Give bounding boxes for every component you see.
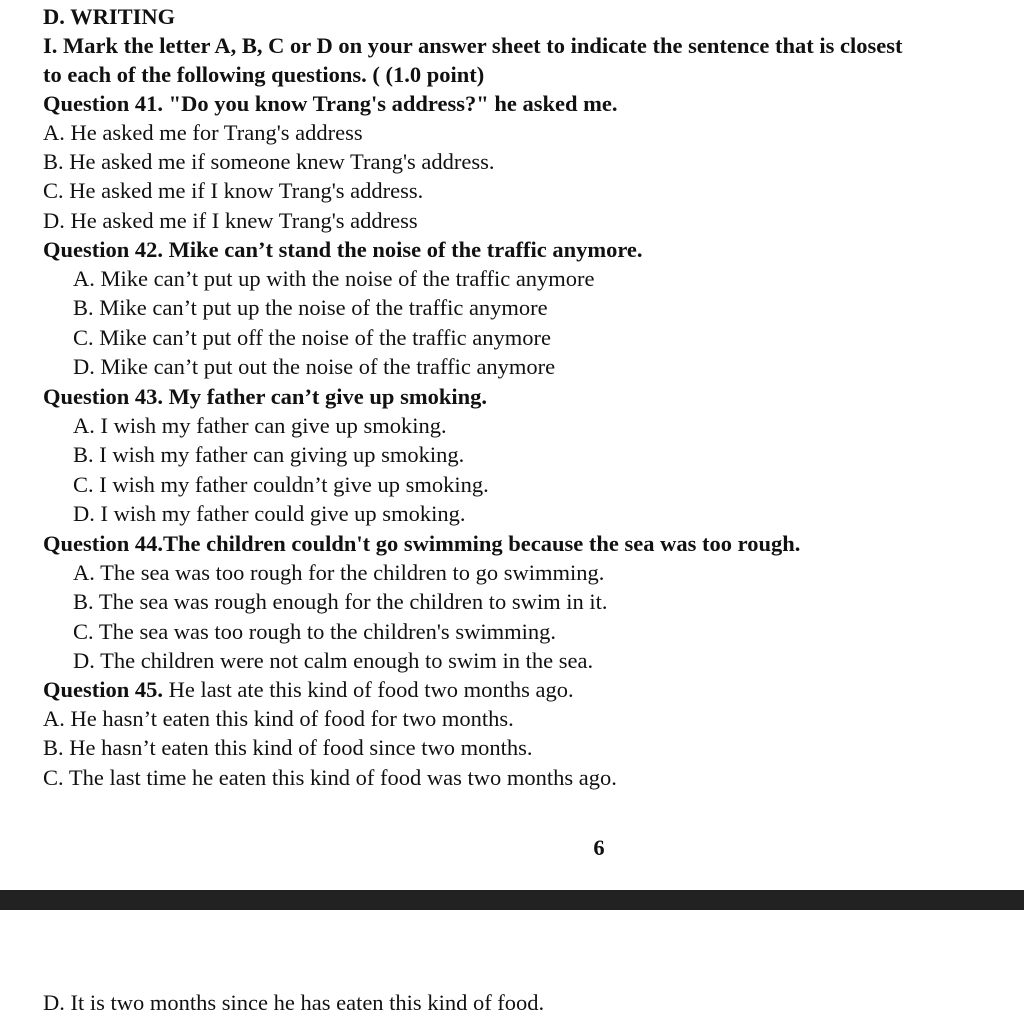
question-44	[43, 529, 800, 558]
question-stem: He last ate this kind of food two months ago.	[168, 677, 574, 702]
question-stem: The children couldn't go swimming because the sea was too rough.	[163, 531, 801, 556]
question-42-option-c: C. Mike can’t put off the noise of the traffic anymore	[73, 325, 551, 350]
question-42	[43, 235, 643, 264]
question-45-option-a: A. He hasn’t eaten this kind of food for two months.	[43, 706, 514, 731]
question-42-option-d: D. Mike can’t put out the noise of the traffic anymore	[73, 354, 556, 379]
question-42-option-a: A. Mike can’t put up with the noise of the traffic anymore	[73, 266, 595, 291]
question-42-option-b: B. Mike can’t put up the noise of the traffic anymore	[73, 295, 548, 320]
question-43-option-a: A. I wish my father can give up smoking.	[73, 413, 447, 438]
question-number: Question 44.	[43, 531, 164, 556]
question-44-option-c: C. The sea was too rough to the children's swimming.	[73, 619, 556, 644]
question-41-option-c: C. He asked me if I know Trang's address.	[43, 178, 424, 203]
question-stem: Mike can’t stand the noise of the traffic anymore.	[168, 237, 643, 262]
question-stem: "Do you know Trang's address?" he asked me.	[168, 91, 618, 116]
question-41-option-a: A. He asked me for Trang's address	[43, 120, 363, 145]
question-stem: My father can’t give up smoking.	[168, 384, 487, 409]
question-43-option-d: D. I wish my father could give up smoking.	[73, 501, 466, 526]
question-43-option-b: B. I wish my father can giving up smoking.	[73, 442, 465, 467]
question-45-option-d: D. It is two months since he has eaten this kind of food.	[43, 990, 545, 1015]
page-number: 6	[593, 835, 605, 860]
instruction-line-1: I. Mark the letter A, B, C or D on your answer sheet to indicate the sentence that is closest	[43, 33, 903, 58]
question-44-option-b: B. The sea was rough enough for the children to swim in it.	[73, 589, 608, 614]
question-44-option-a: A. The sea was too rough for the children to go swimming.	[73, 560, 605, 585]
page-break-divider	[0, 890, 1024, 910]
section-title: D. WRITING	[43, 4, 176, 29]
question-44-option-d: D. The children were not calm enough to swim in the sea.	[73, 648, 594, 673]
question-41	[43, 89, 617, 118]
question-43	[43, 382, 487, 411]
question-number: Question 41.	[43, 91, 164, 116]
question-45-option-c: C. The last time he eaten this kind of food was two months ago.	[43, 765, 617, 790]
question-45	[43, 675, 574, 704]
question-41-option-b: B. He asked me if someone knew Trang's address.	[43, 149, 495, 174]
question-number: Question 45.	[43, 677, 164, 702]
question-number: Question 42.	[43, 237, 164, 262]
question-41-option-d: D. He asked me if I knew Trang's address	[43, 208, 418, 233]
question-45-option-b: B. He hasn’t eaten this kind of food since two months.	[43, 735, 533, 760]
question-number: Question 43.	[43, 384, 164, 409]
question-43-option-c: C. I wish my father couldn’t give up smoking.	[73, 472, 489, 497]
instruction-line-2: to each of the following questions. ( (1.0 point)	[43, 62, 485, 87]
